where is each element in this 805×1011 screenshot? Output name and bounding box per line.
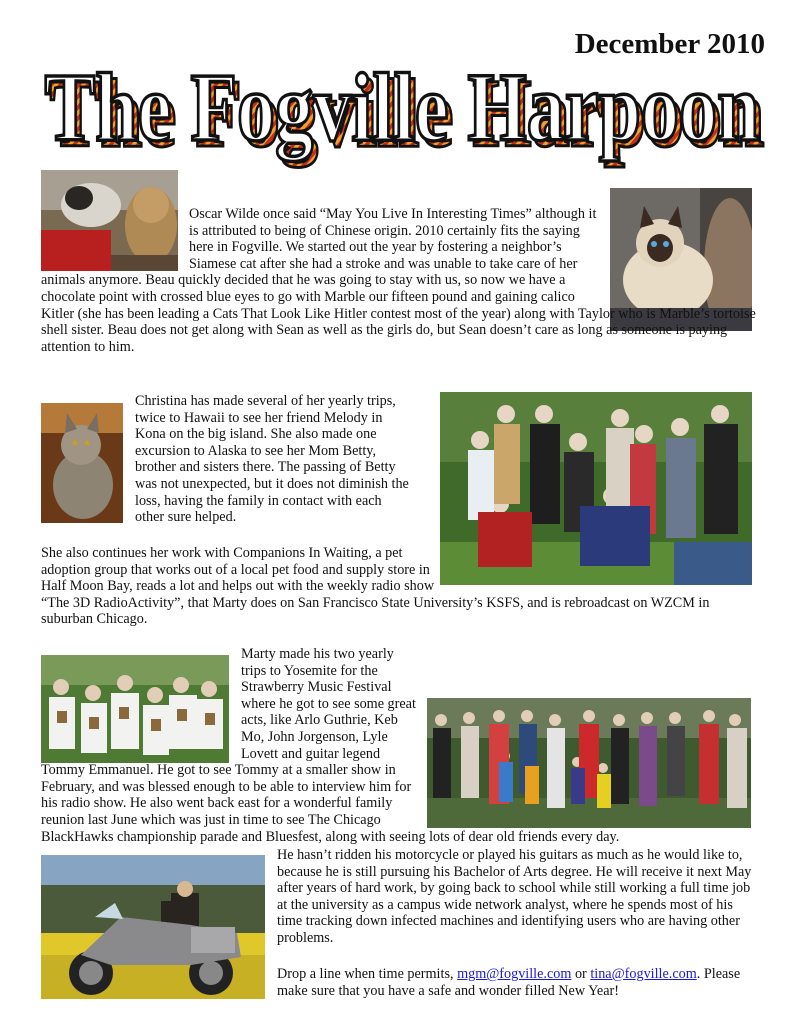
contact-text-or: or xyxy=(571,966,591,982)
paragraph-companions-text: She also continues her work with Companions In Waiting, a pet adoption group that works out of a local pet food and supply store in Half Moon Bay, reads a lot and helps out with the weekly radio show “The 3D RadioActivity”, that Marty does on San Francisco State University’s KSFS, and is rebroadcast on WZCM in suburban Chicago. xyxy=(41,545,710,628)
float-spacer xyxy=(41,646,241,760)
long-haired-cat-photo xyxy=(41,403,123,523)
paragraph-christina xyxy=(135,393,413,526)
paragraph-marty xyxy=(41,646,756,845)
contact-text-before: Drop a line when time permits, xyxy=(277,966,458,982)
paragraph-school-text: He hasn’t ridden his motorcycle or played his guitars as much as he would like to, because he is still pursuing his Bachelor of Arts degree. He will receive it next May after years of hard work, by going back to school while still working a full time job at the university as a campus wide network analyst, where he spends most of his time tracking down infected machines and identifying users who are having other problems. xyxy=(277,847,752,946)
float-spacer xyxy=(41,206,189,272)
float-spacer xyxy=(422,696,756,828)
paragraph-school xyxy=(277,847,755,947)
paragraph-companions xyxy=(41,545,756,628)
paragraph-christina-text: Christina has made several of her yearly trips, twice to Hawaii to see her friend Melody in Kona on the big island. She also made one excursion to Alaska to see her Mom Betty, brother and sisters there. The passing of Betty was not unexpected, but it does not diminish the loss, having the family in contact with each other sure helped. xyxy=(135,393,409,526)
paragraph-cats-text: Oscar Wilde once said “May You Live In Interesting Times” although it is attributed to being of Chinese origin. 2010 certainly fits the saying here in Fogville. We started out the year by fostering a neighbor’s Siamese cat after she had a stroke and was unable to take care of her animals anymore. Beau quickly decided that he was going to stay with us, so now we have a chocolate point with crossed blue eyes to go with Marble our fifteen pound and gaining calico Kitler (she has been leading a Cats That Look Like Hitler contest most of the year) along with Taylor who is Marble’s tortoise shell sister. Beau does not get along with Sean as well as the girls do, but Sean doesn’t care as long as someone is paying attention to him. xyxy=(41,206,756,355)
contact-text-after: . Please make sure that you have a safe and wonder filled New Year! xyxy=(277,966,741,999)
title-text: The Fogville Harpoon xyxy=(44,54,760,162)
email-link-tina[interactable]: tina@fogville.com xyxy=(590,966,697,982)
paragraph-cats xyxy=(41,206,756,355)
title-shadow: The Fogville Harpoon xyxy=(49,60,765,168)
float-spacer xyxy=(602,189,756,297)
issue-date: December 2010 xyxy=(574,28,765,60)
paragraph-contact xyxy=(277,966,755,999)
motorcycle-photo xyxy=(41,855,265,999)
float-spacer xyxy=(435,545,756,583)
paragraph-marty-text: Marty made his two yearly trips to Yosemite for the Strawberry Music Festival where he got to see some great acts, like Arlo Guthrie, Keb Mo, John Jorgenson, Lyle Lovett and guitar legend Tommy Emmanuel. He got to see Tommy at a smaller show in February, and was blessed enough to be able to interview him for his radio show. He also went back east for a wonderful family reunion last June which was just in time to see The Chicago BlackHawks championship parade and Bluesfest, along with seeing lots of dear old friends every day. xyxy=(41,646,620,845)
email-link-mgm[interactable]: mgm@fogville.com xyxy=(457,966,572,982)
